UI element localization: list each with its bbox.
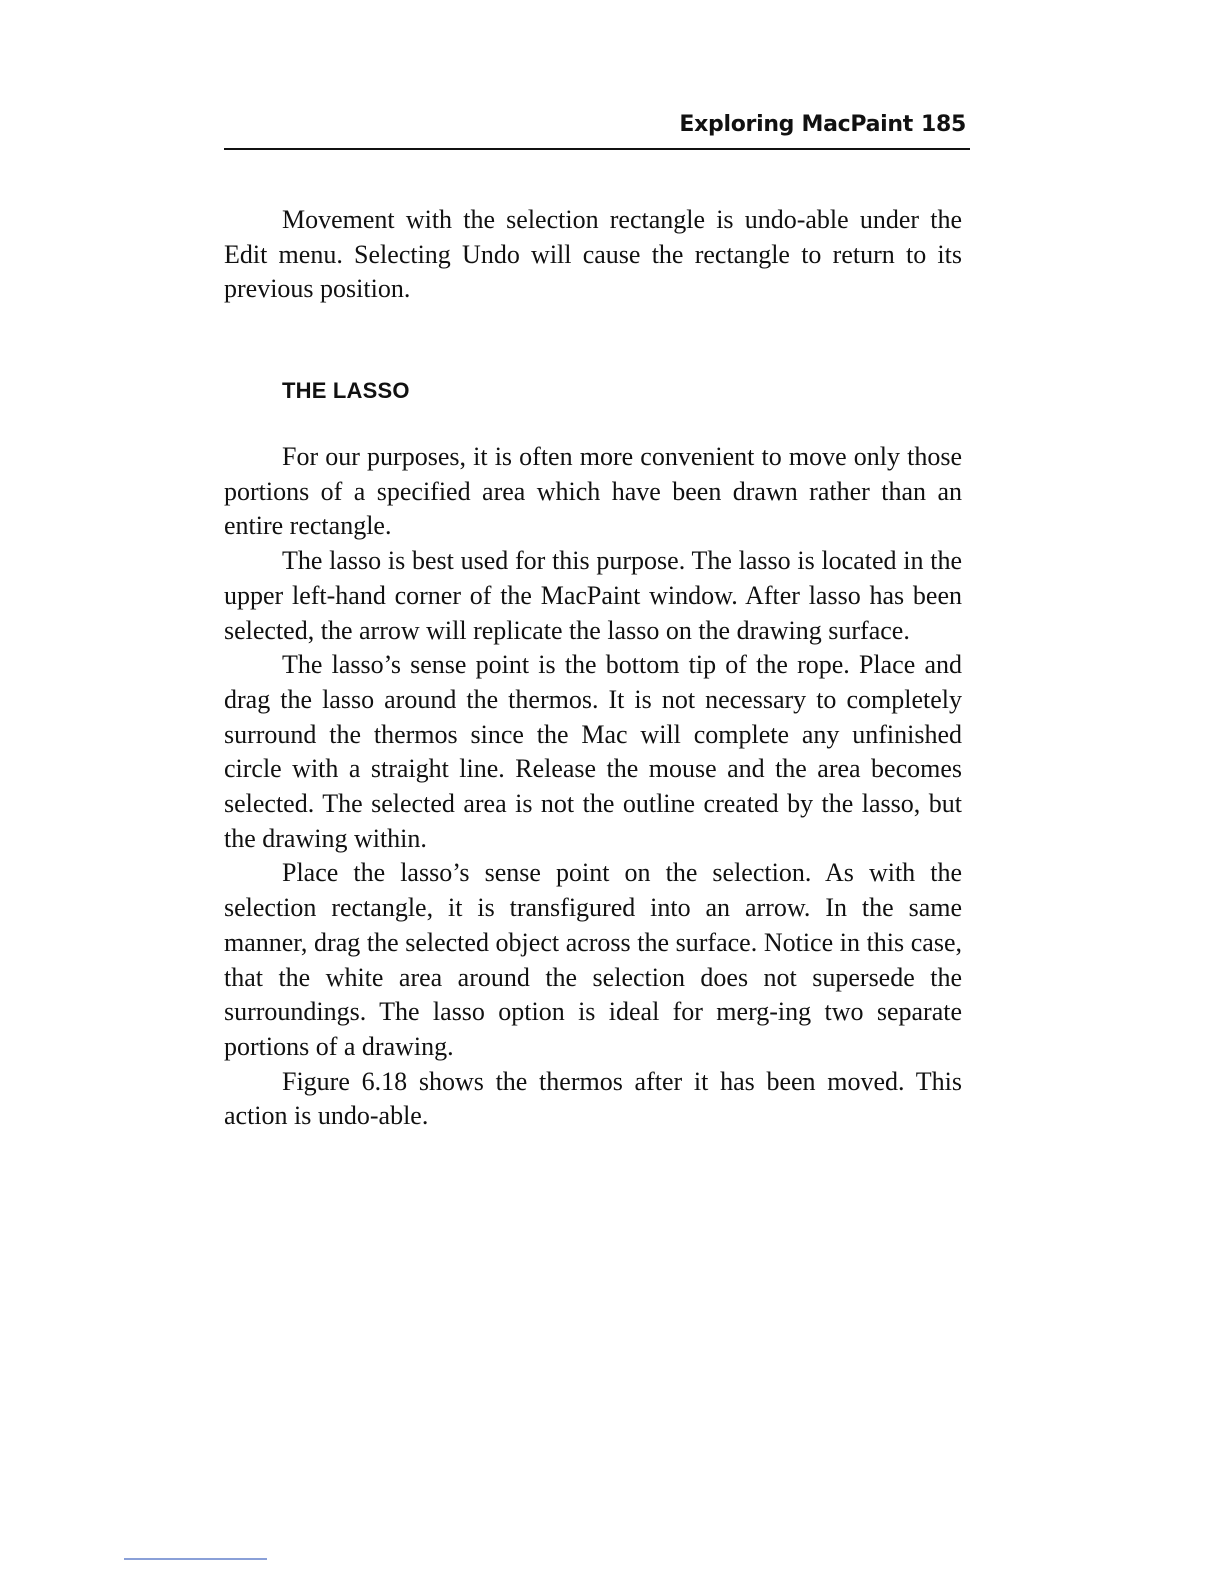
intro-block bbox=[224, 203, 962, 307]
page-number: 185 bbox=[920, 112, 966, 137]
paragraph: Place the lasso’s sense point on the selection. As with the selection rectangle, it is transfigured into an arrow. In the same manner, drag the selected object across the surface. Notice in this case, that the white area around the selection does not supersede the surroundings. The lasso option is ideal for merg-ing two separate portions of a drawing. bbox=[224, 858, 962, 1061]
section-body bbox=[224, 440, 962, 1134]
section-heading: THE LASSO bbox=[282, 378, 410, 403]
paragraph: For our purposes, it is often more convenient to move only those portions of a specified area which have been drawn rather than an entire rectangle. bbox=[224, 442, 962, 541]
paragraph: The lasso’s sense point is the bottom tip of the rope. Place and drag the lasso around the thermos. It is not necessary to completely surround the thermos since the Mac will complete any unfinished circle with a straight line. Release the mouse and the area becomes selected. The selected area is not the outline created by the lasso, but the drawing within. bbox=[224, 650, 962, 853]
running-head-text bbox=[679, 112, 966, 137]
footer-rule bbox=[124, 1558, 267, 1560]
intro-paragraph: Movement with the selection rectangle is undo-able under the Edit menu. Selecting Undo will cause the rectangle to return to its previous position. bbox=[224, 205, 962, 304]
paragraph: Figure 6.18 shows the thermos after it has been moved. This action is undo-able. bbox=[224, 1066, 962, 1131]
running-header bbox=[224, 112, 970, 150]
chapter-title: Exploring MacPaint bbox=[679, 112, 913, 137]
paragraph: The lasso is best used for this purpose. The lasso is located in the upper left-hand corner of the MacPaint window. After lasso has been selected, the arrow will replicate the lasso on the drawing surface. bbox=[224, 546, 962, 645]
